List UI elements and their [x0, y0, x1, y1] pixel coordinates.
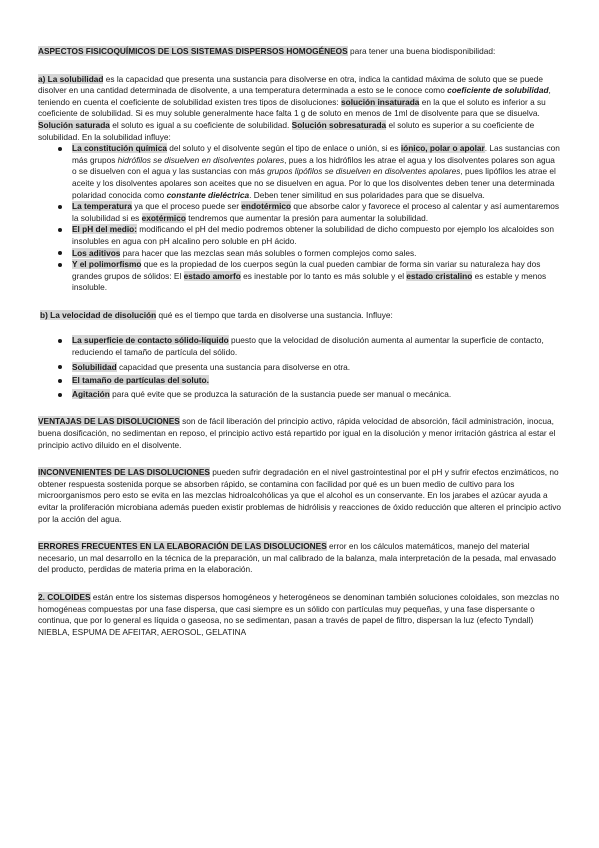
text-run: . Deben tener similitud en sus polaridades para que se disuelva.	[249, 189, 485, 200]
item-label: Agitación	[72, 388, 110, 399]
item-label: La superficie de contacto sólido-líquido	[72, 335, 229, 346]
list-item	[38, 389, 561, 401]
text-run: son de fácil liberación del principio activo, rápida velocidad de absorción, fácil administración, inocua, buena dosificación, no sedimentan en reposo, el principio activo está repartido por igual en la disolución y menor irritación gástrica al estar el principio activo diluido en el disolvente.	[38, 416, 556, 450]
list-item	[38, 248, 561, 260]
text-run: tendremos que aumentar la presión para aumentar la solubilidad.	[185, 212, 429, 223]
errors-label: ERRORES FRECUENTES EN LA ELABORACIÓN DE LAS DISOLUCIONES	[38, 541, 327, 552]
solubility-label: a) La solubilidad	[38, 73, 104, 84]
spacer	[38, 294, 561, 310]
highlight-term: exotérmico	[141, 212, 186, 223]
disadvantages-paragraph	[38, 467, 561, 525]
colloids-label: 2. COLOIDES	[38, 591, 91, 602]
text-run: el soluto es superior a su coeficiente de solubilidad. En la solubilidad influye:	[38, 119, 535, 142]
spacer	[38, 576, 561, 592]
term-dielectric-constant: constante dieléctrica	[166, 189, 250, 200]
item-label: El tamaño de partículas del soluto.	[72, 375, 209, 386]
advantages-label: VENTAJAS DE LAS DISOLUCIONES	[38, 416, 180, 427]
term-saturated: Solución saturada	[38, 119, 110, 130]
solubility-factors-list	[38, 143, 561, 294]
italic-term: grupos lipófilos se disuelven en disolventes apolares	[267, 166, 461, 177]
text-run: , pues lipófilos les atrae el aceite y los disolventes apolares son aceites que no se disuelven en agua. Por lo que los disolventes deben tener una determinada polaridad conocida como	[72, 166, 556, 200]
dissolution-factors-list	[38, 335, 561, 400]
text-run: puesto que la velocidad de disolución aumenta al aumentar la superficie de contacto, reduciendo el tamaño de partícula del sólido.	[72, 335, 544, 358]
title-heading: ASPECTOS FISICOQUÍMICOS DE LOS SISTEMAS DISPERSOS HOMOGÉNEOS	[38, 46, 348, 56]
text-run: están entre los sistemas dispersos homogéneos y heterogéneos se denominan también soluciones coloidales, son mezclas no homogéneas compuestas por una fase dispersa, que casi siempre es un sólido con partículas muy pequeñas, y una fase dispersante o continua, que por lo general es líquida o gaseosa, no se sedimentan, pasan a través de papel de filtro, dispersan la luz (efecto Tyndall) NIEBLA, ESPUMA DE AFEITAR, AEROSOL, GELATINA	[38, 591, 560, 637]
spacer	[38, 525, 561, 541]
highlight-term: estado amorfo	[183, 270, 241, 281]
document-title	[38, 46, 561, 58]
spacer	[38, 451, 561, 467]
text-run: para qué evite que se produzca la saturación de la sustancia puede ser manual o mecánica.	[109, 388, 452, 399]
title-tail: para tener una buena biodisponibilidad:	[347, 46, 496, 56]
text-run: que absorbe calor y favorece el proceso al calentar y así aumentaremos la solubilidad si es	[72, 201, 560, 223]
text-run: qué es el tiempo que tarda en disolverse una sustancia. Influye:	[156, 309, 393, 320]
item-label: El pH del medio:	[72, 224, 137, 235]
text-run: pueden sufrir degradación en el nivel gastrointestinal por el pH y sufrir efectos enzimáticos, no obtener respuesta sostenida porque se absorben rápido, se contamina con facilidad por qué es un buen medio de cultivo para los microorganismos pero esto se evita en las mezclas hidroalcohólicas ya que el alcohol es un conservante. En los jarabes el azúcar ayuda a evitar la proliferación microbiana además pueden existir problemas de hidrólisis y reacciones de óxido reducción que alteren el principio activo por la acción del agua.	[38, 467, 561, 524]
item-label: Solubilidad	[72, 361, 117, 372]
text-run: , pues a los hidrófilos les atrae el agua y los disolventes polares son agua o se disuelven con el agua y las sustancias con más	[72, 154, 555, 177]
text-run: ya que el proceso puede ser	[131, 201, 242, 212]
solubility-paragraph	[38, 74, 561, 144]
text-run: es la capacidad que presenta una sustancia para disolverse en otra, indica la cantidad máxima de soluto que se puede disolver en una cantidad determinada de disolvente, a una temperatura determinada a esto se le conoce como	[38, 73, 544, 96]
text-run: capacidad que presenta una sustancia para disolverse en otra.	[116, 361, 351, 372]
term-coefficient: coeficiente de solubilidad	[447, 85, 549, 96]
text-run: , teniendo en cuenta el coeficiente de solubilidad existen tres tipos de disoluciones:	[38, 85, 551, 107]
text-run: es estable y menos insoluble.	[72, 270, 547, 293]
text-run: el soluto es igual a su coeficiente de solubilidad.	[109, 119, 292, 130]
text-run: en la que el soluto es inferior a su coeficiente de solubilidad. Si es muy soluble generalmente hace falta 1 g de soluto en menos de 1ml de disolvente para que se disuelva.	[38, 96, 546, 119]
dissolution-rate-paragraph	[38, 310, 561, 322]
list-item	[38, 335, 561, 358]
highlight-term: iónico, polar o apolar	[400, 143, 485, 154]
text-run: del soluto y el disolvente según el tipo de enlace o unión, si es	[166, 143, 401, 154]
list-item	[38, 375, 561, 387]
text-run: es inestable por lo tanto es más soluble y el	[240, 270, 407, 281]
list-item	[38, 143, 561, 201]
spacer	[38, 402, 561, 416]
italic-term: hidrófilos se disuelven en disolventes polares	[117, 154, 285, 165]
list-item	[38, 201, 561, 224]
text-run: modificando el pH del medio podremos obtener la solubilidad de dicho compuesto por ejemplo los alcaloides son insolubles en agua con pH alcalino pero soluble en pH ácido.	[72, 224, 554, 246]
spacer	[38, 321, 561, 335]
list-item	[38, 259, 561, 294]
item-label: La temperatura	[72, 201, 132, 212]
dissolution-rate-label: b) La velocidad de disolución	[40, 309, 157, 320]
item-label: La constitución química	[72, 143, 167, 154]
highlight-term: estado cristalino	[406, 270, 473, 281]
term-supersaturated: Solución sobresaturada	[291, 119, 387, 130]
colloids-paragraph	[38, 592, 561, 638]
item-label: Los aditivos	[72, 247, 121, 258]
list-item	[38, 224, 561, 247]
text-run: que es la propiedad de los cuerpos según la cual pueden cambiar de forma sin variar su naturaleza hay dos grandes grupos de sólidos: El	[72, 259, 541, 281]
highlight-term: endotérmico	[241, 201, 292, 212]
disadvantages-label: INCONVENIENTES DE LAS DISOLUCIONES	[38, 467, 210, 478]
term-unsaturated: solución insaturada	[341, 96, 420, 107]
text-run: . Las sustancias con más grupos	[72, 143, 560, 165]
advantages-paragraph	[38, 416, 561, 451]
text-run: error en los cálculos matemáticos, manejo del material necesario, un mal desarrollo en la técnica de la preparación, un mal calibrado de la balanza, mala interpretación de la pesada, mal envasado del producto, perdidas de materia prima en la elaboración.	[38, 541, 556, 575]
item-label: Y el polimorfismo	[72, 259, 142, 270]
list-item	[38, 362, 561, 374]
text-run: para hacer que las mezclas sean más solubles o formen complejos como sales.	[120, 247, 417, 258]
errors-paragraph	[38, 541, 561, 576]
